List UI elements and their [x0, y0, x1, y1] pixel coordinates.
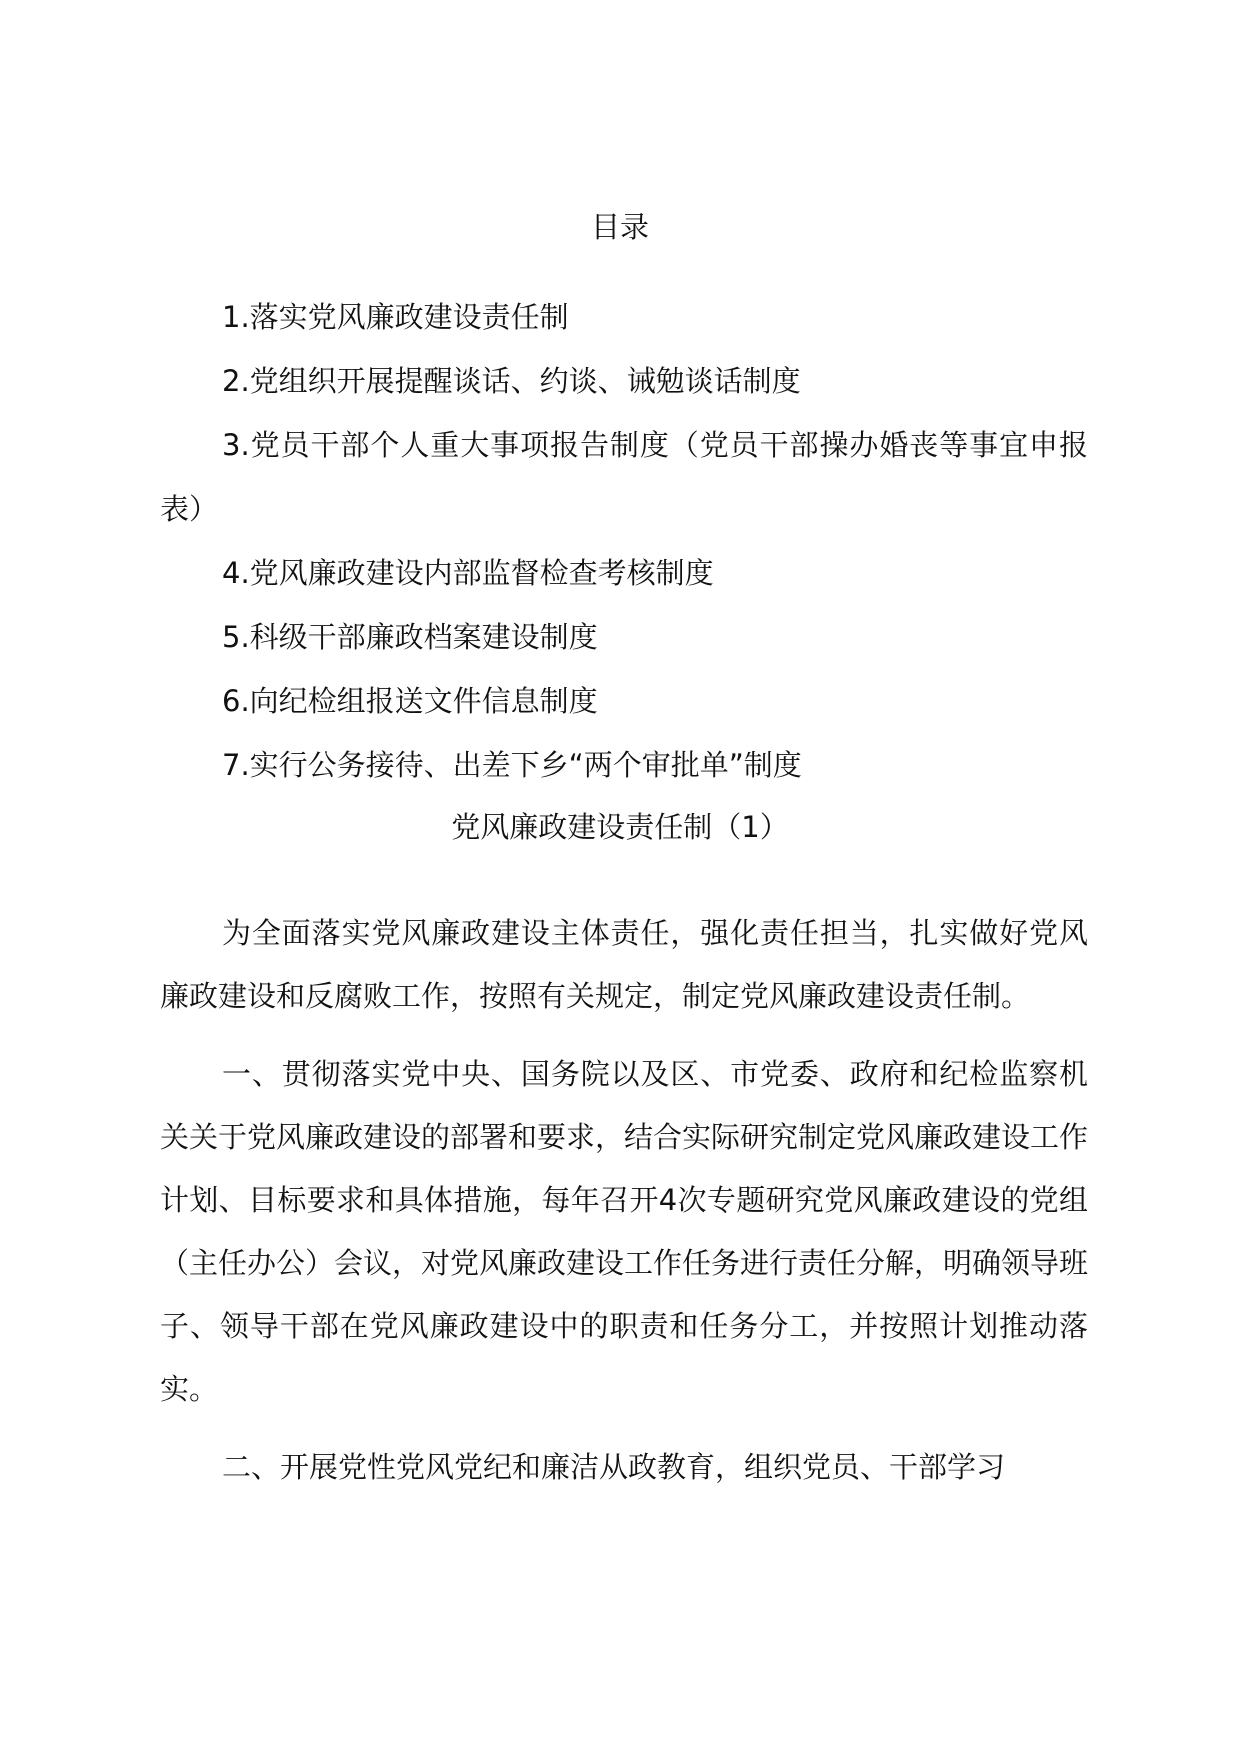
- toc-item-2: 2.党组织开展提醒谈话、约谈、诫勉谈话制度: [222, 364, 801, 398]
- toc-item-3: 3.党员干部个人重大事项报告制度（党员干部操办婚丧等事宜申报表）: [160, 428, 1088, 526]
- body-paragraph-two: 二、开展党性党风党纪和廉洁从政教育，组织党员、干部学习: [222, 1450, 1006, 1484]
- body-paragraph-one: 一、贯彻落实党中央、国务院以及区、市党委、政府和纪检监察机关关于党风廉政建设的部署和要求，结合实际研究制定党风廉政建设工作计划、目标要求和具体措施，每年召开4次专题研究党风廉政建设的党组（主任办公）会议，对党风廉政建设工作任务进行责任分解，明确领导班子、领导干部在党风廉政建设中的职责和任务分工，并按照计划推动落实。: [160, 1057, 1089, 1406]
- body-paragraph-intro: 为全面落实党风廉政建设主体责任，强化责任担当，扎实做好党风廉政建设和反腐败工作，按照有关规定，制定党风廉政建设责任制。: [160, 916, 1088, 1013]
- toc-item-1: 1.落实党风廉政建设责任制: [222, 300, 569, 334]
- toc-item-7: 7.实行公务接待、出差下乡“两个审批单”制度: [222, 748, 802, 782]
- toc-item-4: 4.党风廉政建设内部监督检查考核制度: [222, 556, 714, 590]
- toc-title: 目录: [590, 210, 649, 244]
- toc-item-5: 5.科级干部廉政档案建设制度: [222, 620, 598, 654]
- toc-item-6: 6.向纪检组报送文件信息制度: [222, 684, 598, 718]
- section-title: 党风廉政建设责任制（1）: [451, 810, 789, 844]
- section-body: [160, 902, 1088, 1514]
- toc-list: [160, 285, 1088, 797]
